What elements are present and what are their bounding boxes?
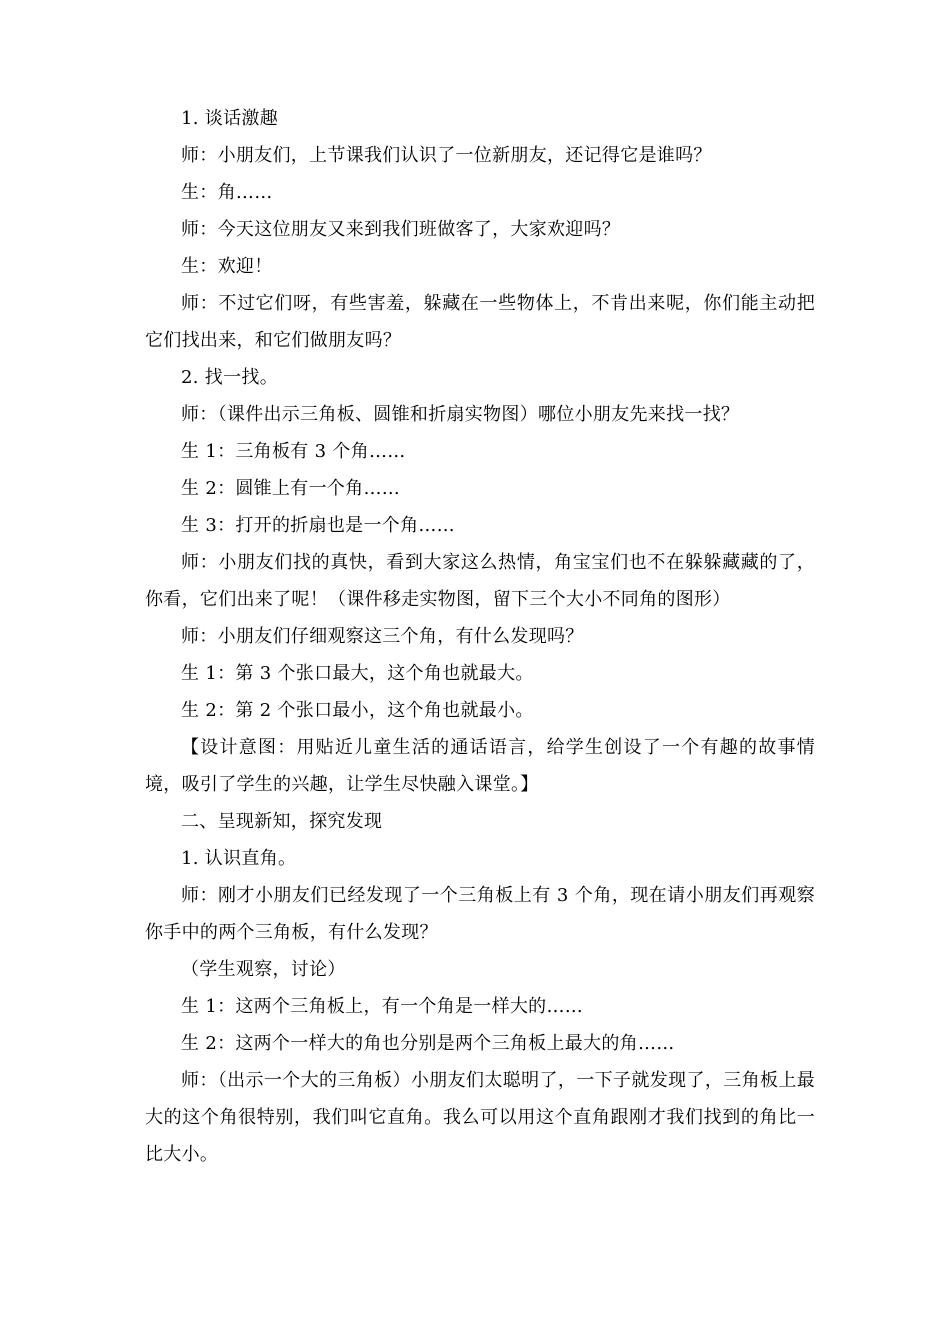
teacher-line: 师：（出示一个大的三角板）小朋友们太聪明了，一下子就发现了，三角板上最大的这个角很特别，我们叫它直角。我么可以用这个直角跟刚才我们找到的角比一比大小。 <box>145 1070 815 1165</box>
teacher-line: 师：小朋友们找的真快，看到大家这么热情，角宝宝们也不在躲躲藏藏的了，你看，它们出来了呢！（课件移走实物图，留下三个大小不同角的图形） <box>145 552 815 610</box>
student-line: 生 1：这两个三角板上，有一个角是一样大的…… <box>181 996 584 1017</box>
student-line: 生 3：打开的折扇也是一个角…… <box>181 515 455 536</box>
student-line: 生 1：三角板有 3 个角…… <box>181 441 406 462</box>
teacher-line: 师：小朋友们，上节课我们认识了一位新朋友，还记得它是谁吗？ <box>181 145 712 166</box>
section-heading-right-angle: 1. 认识直角。 <box>181 848 297 869</box>
section-heading-talk: 1. 谈话激趣 <box>181 108 278 129</box>
design-intent-note: 【设计意图：用贴近儿童生活的通话语言，给学生创设了一个有趣的故事情境，吸引了学生的兴趣，让学生尽快融入课堂。】 <box>145 737 815 795</box>
section-heading-new-knowledge: 二、呈现新知，探究发现 <box>181 811 383 832</box>
teacher-line: 师：小朋友们仔细观察这三个角，有什么发现吗？ <box>181 626 584 647</box>
teacher-line: 师：（课件出示三角板、圆锥和折扇实物图）哪位小朋友先来找一找？ <box>181 404 740 425</box>
student-line: 生 1：第 3 个张口最大，这个角也就最大。 <box>181 663 534 684</box>
student-line: 生 2：这两个一样大的角也分别是两个三角板上最大的角…… <box>181 1033 675 1054</box>
teacher-line: 师：不过它们呀，有些害羞，躲藏在一些物体上，不肯出来呢，你们能主动把它们找出来，和它们做朋友吗？ <box>145 293 815 351</box>
document-body <box>145 100 815 1173</box>
student-line: 生 2：第 2 个张口最小，这个角也就最小。 <box>181 700 534 721</box>
teacher-line: 师：刚才小朋友们已经发现了一个三角板上有 3 个角，现在请小朋友们再观察你手中的两个三角板，有什么发现？ <box>145 885 815 943</box>
student-line: 生：角…… <box>181 182 273 203</box>
student-line: 生：欢迎！ <box>181 256 273 277</box>
student-line: 生 2：圆锥上有一个角…… <box>181 478 401 499</box>
section-heading-find: 2. 找一找。 <box>181 367 278 388</box>
teacher-line: 师：今天这位朋友又来到我们班做客了，大家欢迎吗？ <box>181 219 621 240</box>
stage-direction: （学生观察，讨论） <box>181 959 346 980</box>
